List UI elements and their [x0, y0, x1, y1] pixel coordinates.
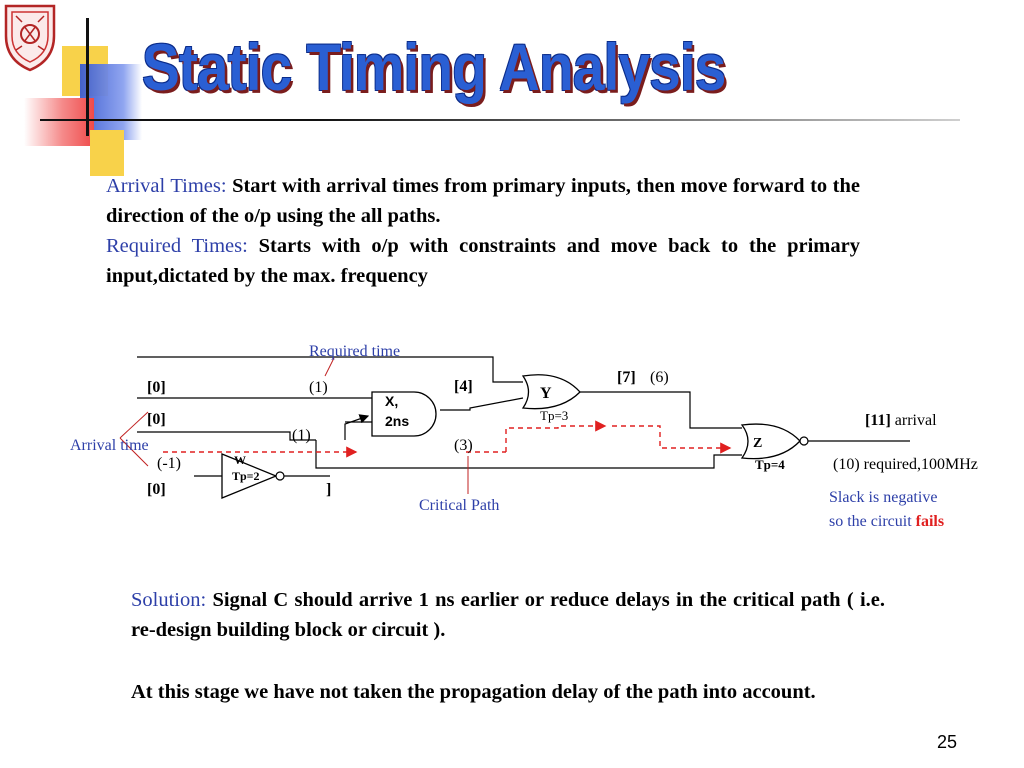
critical-path	[163, 426, 730, 452]
slack-note-line1: Slack is negative	[829, 489, 938, 506]
required-times-text: Starts with o/p with constraints and move back to the primary input,dictated by the max. frequency	[106, 235, 860, 287]
gate-w-delay: Tp=2	[232, 469, 260, 483]
solution-paragraph	[131, 585, 885, 645]
gate-z-name: Z	[753, 436, 763, 451]
gate-z-delay: Tp=4	[755, 457, 785, 472]
in1-arrival: [0]	[147, 379, 166, 396]
w-out-bracket: ]	[326, 481, 332, 498]
solution-text: Signal C should arrive 1 ns earlier or reduce delays in the critical path ( i.e. re-design building block or circuit ).	[131, 589, 885, 641]
x-out-arrival: [4]	[454, 378, 473, 395]
required-time-pointer	[325, 358, 334, 376]
gate-w-name: W	[234, 453, 246, 467]
y-out-required: (6)	[650, 369, 669, 386]
required-time-label: Required time	[309, 343, 401, 360]
gate-z	[742, 424, 800, 459]
in2-arrival: [0]	[147, 411, 166, 428]
x-input-arrow	[345, 416, 368, 440]
gate-y-name: Y	[540, 385, 552, 402]
gate-x-name: X,	[385, 393, 399, 409]
arrival-time-pointer	[120, 412, 148, 438]
gate-y-delay: Tp=3	[540, 408, 569, 423]
page-number: 25	[937, 732, 958, 752]
arrival-times-label: Arrival Times:	[106, 175, 227, 197]
deco-red-square	[24, 98, 94, 146]
in1-required: (1)	[309, 379, 328, 396]
required-times-label: Required Times:	[106, 235, 248, 257]
note-paragraph: At this stage we have not taken the propagation delay of the path into account.	[131, 681, 816, 703]
x-required: (1)	[292, 427, 311, 444]
slide-title: Static Timing Analysis	[142, 30, 726, 104]
arrival-times-text: Start with arrival times from primary inputs, then move forward to the direction of the o/p using the all paths.	[106, 175, 860, 227]
gate-w-bubble	[276, 472, 284, 480]
critical-path-label: Critical Path	[419, 497, 500, 514]
gate-x-delay: 2ns	[385, 413, 410, 429]
x-out-required: (3)	[454, 437, 473, 454]
slack-note-line2: so the circuit fails	[829, 513, 945, 530]
timing-circuit-diagram	[0, 330, 1024, 540]
in3-required: (-1)	[157, 455, 181, 472]
deco-horizontal-line	[40, 119, 960, 121]
definitions-paragraph	[106, 171, 860, 291]
solution-label: Solution:	[131, 589, 207, 611]
gate-z-bubble	[800, 437, 808, 445]
deco-yellow-square-bottom	[90, 130, 124, 176]
arrival-time-label: Arrival time	[70, 437, 149, 454]
y-out-arrival: [7]	[617, 369, 636, 386]
in3-arrival: [0]	[147, 481, 166, 498]
z-out-arrival: [11] arrival	[865, 412, 937, 429]
university-logo	[2, 2, 58, 72]
z-out-required: (10) required,100MHz	[833, 456, 978, 473]
wires	[137, 357, 910, 476]
